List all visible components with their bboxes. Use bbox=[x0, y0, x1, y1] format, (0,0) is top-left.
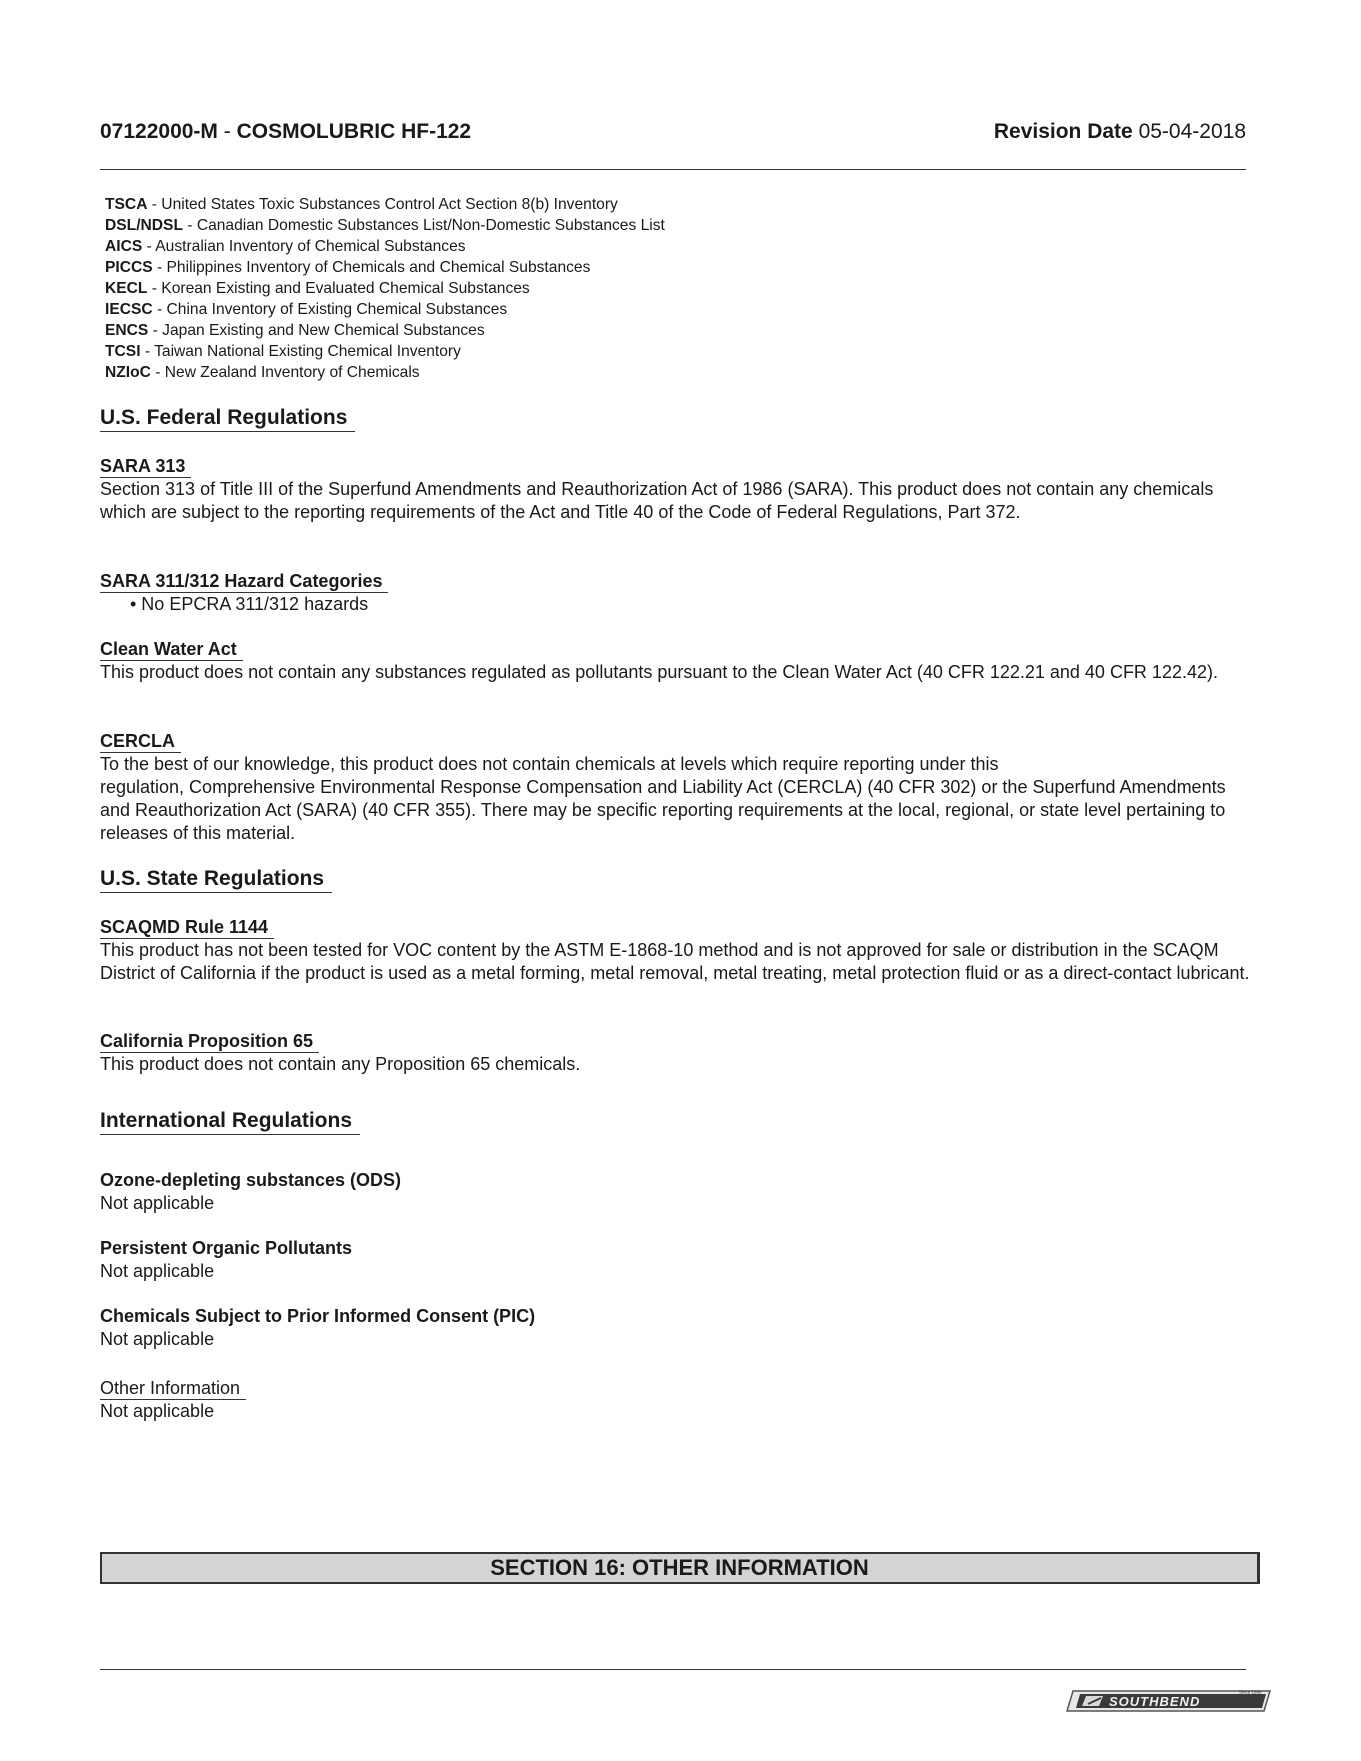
cercla-text bbox=[100, 753, 1250, 845]
prop65-heading: California Proposition 65 bbox=[100, 1030, 319, 1053]
cercla-line-1: To the best of our knowledge, this product does not contain chemicals at levels which require reporting under this bbox=[100, 754, 999, 774]
cercla-line-2: regulation, Comprehensive Environmental Response Compensation and Liability Act (CERCLA) (40 CFR 302) or the Superfund Amendments and Reauthorization Act (SARA) (40 CFR 355). There may be specific reporting requirements at the local, regional, or state level pertaining to releases of this material. bbox=[100, 777, 1226, 843]
international-regulations-heading: International Regulations bbox=[100, 1108, 360, 1135]
other-information-heading: Other Information bbox=[100, 1377, 246, 1400]
scaqmd-text: This product has not been tested for VOC content by the ASTM E-1868-10 method and is not approved for sale or distribution in the SCAQM District of California if the product is used as a metal forming, metal removal, metal treating, metal protection fluid or as a direct-contact lubricant. bbox=[100, 940, 1250, 983]
footer-divider bbox=[100, 1669, 1246, 1670]
list-item: KECL - Korean Existing and Evaluated Chemical Substances bbox=[105, 280, 530, 297]
ods-heading: Ozone-depleting substances (ODS) bbox=[100, 1170, 402, 1190]
prop65-text: This product does not contain any Proposition 65 chemicals. bbox=[100, 1054, 581, 1074]
scaqmd-heading: SCAQMD Rule 1144 bbox=[100, 916, 274, 939]
list-item: IECSC - China Inventory of Existing Chemical Substances bbox=[105, 301, 508, 318]
sara311-bullet: • No EPCRA 311/312 hazards bbox=[130, 594, 369, 614]
revision-value: 05-04-2018 bbox=[1138, 120, 1246, 143]
sara313-text: Section 313 of Title III of the Superfund Amendments and Reauthorization Act of 1986 (SARA). This product does not contain any chemicals which are subject to the reporting requirements of the Act and Title 40 of the Code of Federal Regulations, Part 372. bbox=[100, 479, 1214, 522]
cercla-heading: CERCLA bbox=[100, 730, 181, 753]
list-item: TSCA - United States Toxic Substances Control Act Section 8(b) Inventory bbox=[105, 196, 618, 213]
list-item: AICS - Australian Inventory of Chemical Substances bbox=[105, 238, 466, 255]
header-divider bbox=[100, 169, 1246, 170]
list-item: NZIoC - New Zealand Inventory of Chemicals bbox=[105, 364, 420, 381]
clean-water-act-text: This product does not contain any substances regulated as pollutants pursuant to the Clean Water Act (40 CFR 122.21 and 40 CFR 122.42). bbox=[100, 662, 1218, 682]
sara313-heading: SARA 313 bbox=[100, 455, 191, 478]
section-16-bar: SECTION 16: OTHER INFORMATION bbox=[100, 1552, 1260, 1584]
pop-heading: Persistent Organic Pollutants bbox=[100, 1238, 353, 1258]
logo-since-text: Since 1898 bbox=[1239, 1689, 1262, 1695]
pic-text: Not applicable bbox=[100, 1329, 215, 1349]
page-header bbox=[100, 120, 1246, 150]
product-title bbox=[100, 120, 471, 144]
other-information-text: Not applicable bbox=[100, 1401, 215, 1421]
clean-water-act-heading: Clean Water Act bbox=[100, 638, 243, 661]
sara311-heading: SARA 311/312 Hazard Categories bbox=[100, 570, 388, 593]
product-code: 07122000-M bbox=[100, 120, 218, 143]
federal-regulations-heading: U.S. Federal Regulations bbox=[100, 405, 355, 432]
state-regulations-heading: U.S. State Regulations bbox=[100, 866, 332, 893]
list-item: PICCS - Philippines Inventory of Chemicals and Chemical Substances bbox=[105, 259, 591, 276]
list-item: ENCS - Japan Existing and New Chemical Substances bbox=[105, 322, 485, 339]
pic-heading: Chemicals Subject to Prior Informed Consent (PIC) bbox=[100, 1306, 536, 1326]
list-item: TCSI - Taiwan National Existing Chemical Inventory bbox=[105, 343, 461, 360]
revision-label: Revision Date bbox=[993, 120, 1133, 143]
product-name: COSMOLUBRIC HF-122 bbox=[236, 120, 472, 143]
title-separator: - bbox=[217, 120, 237, 143]
revision-date bbox=[994, 120, 1246, 144]
list-item: DSL/NDSL - Canadian Domestic Substances List/Non-Domestic Substances List bbox=[105, 217, 665, 234]
logo-brand-text: SOUTHBEND bbox=[1109, 1694, 1201, 1709]
pop-text: Not applicable bbox=[100, 1261, 215, 1281]
inventory-abbreviation-list bbox=[105, 194, 665, 383]
ods-text: Not applicable bbox=[100, 1193, 215, 1213]
southbend-logo bbox=[1063, 1688, 1273, 1714]
